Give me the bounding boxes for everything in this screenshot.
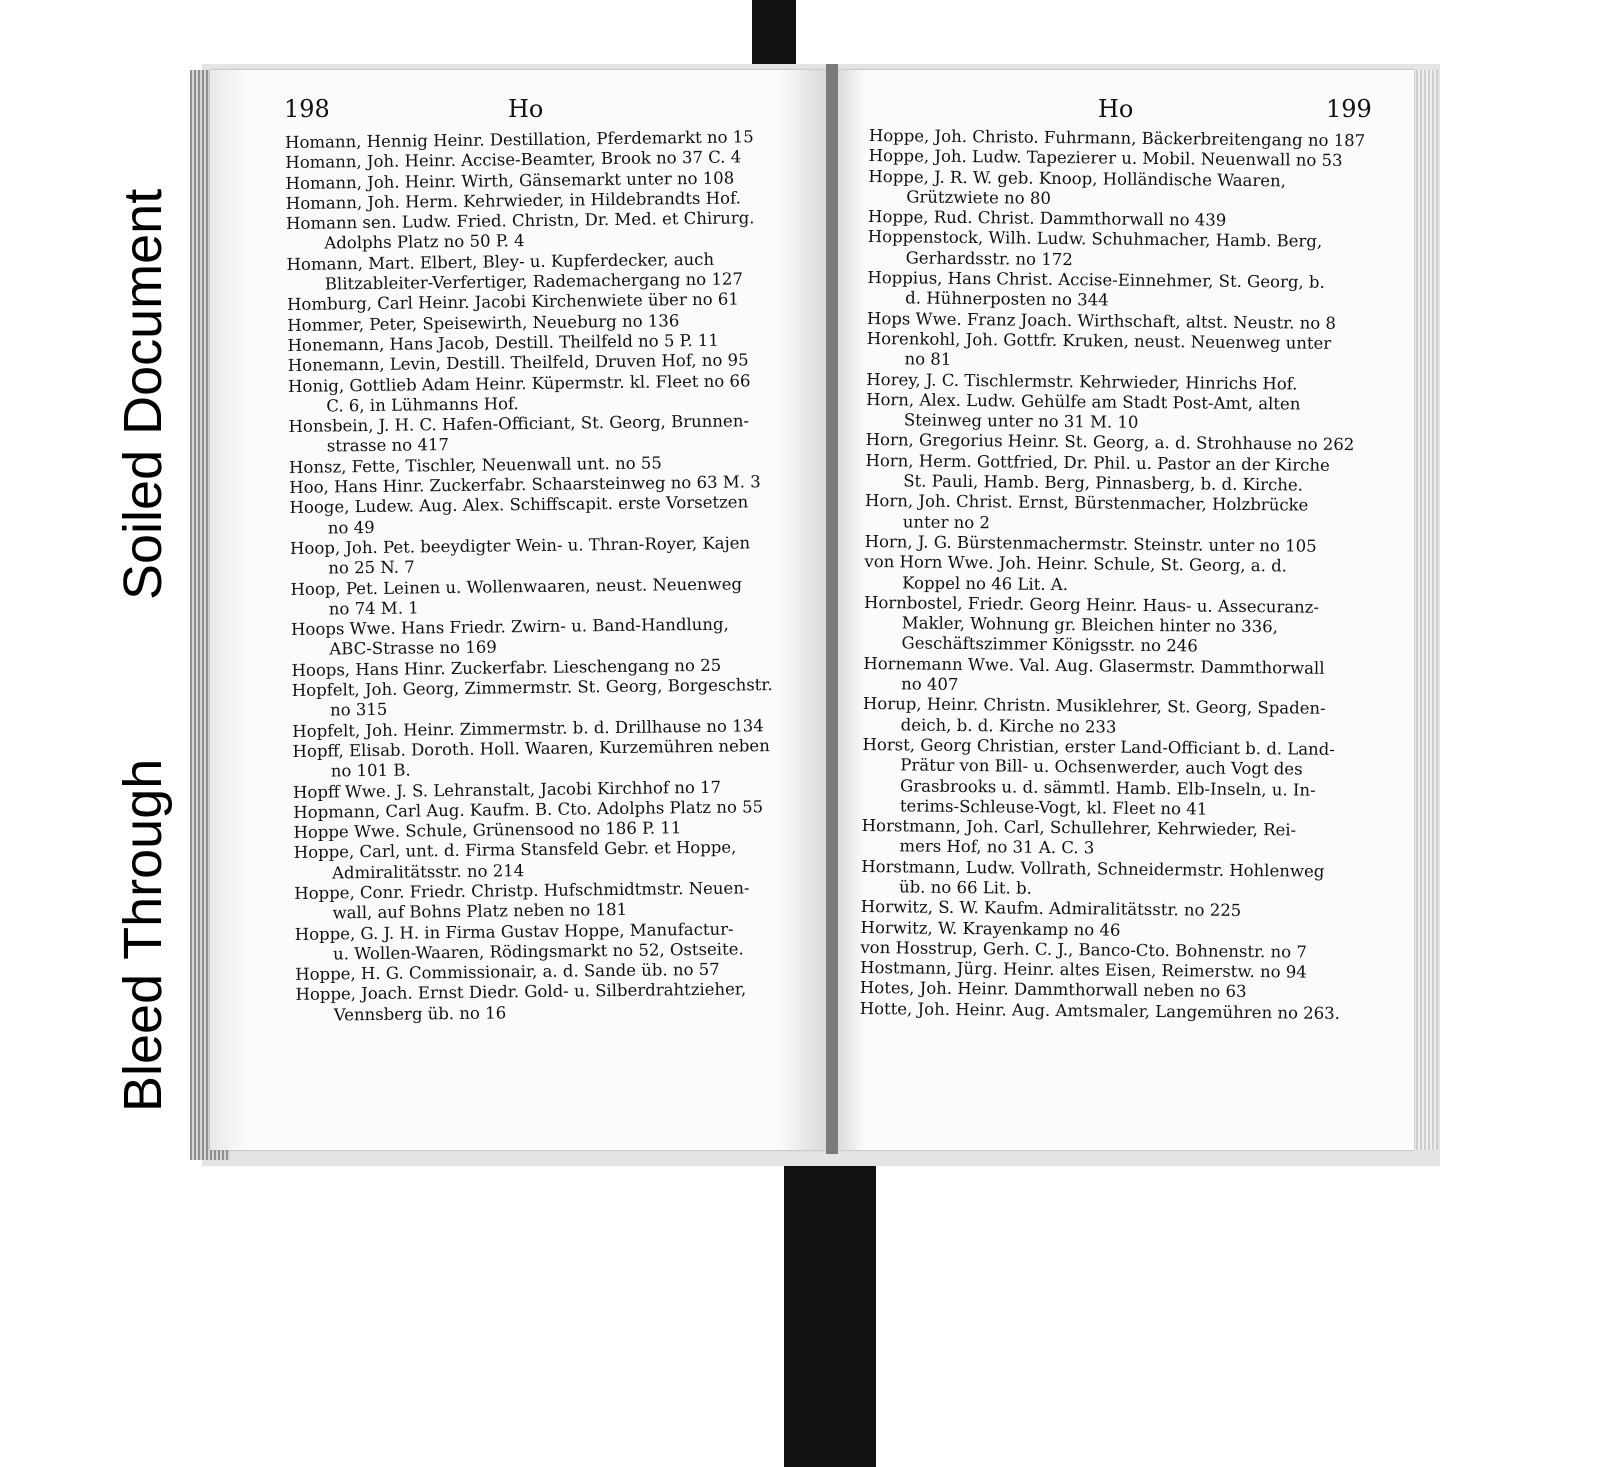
entry-continuation-line: no 25 N. 7 — [328, 557, 415, 578]
entry-line: Hoop, Joh. Pet. beeydigter Wein- u. Thran-Royer, Kajen — [289, 533, 751, 558]
entry-line: Horst, Georg Christian, erster Land-Officiant b. d. Land- — [862, 734, 1335, 759]
entry-continuation-line: C. 6, in Lühmanns Hof. — [326, 394, 519, 416]
entry-continuation-line: d. Hühnerposten no 344 — [905, 288, 1109, 310]
entry-line: Honsz, Fette, Tischler, Neuenwall unt. no 55 — [288, 453, 662, 477]
entry-line: Hoppe, Joh. Christo. Fuhrmann, Bäckerbreitengang no 187 — [868, 126, 1366, 151]
entry-line: Horstmann, Joh. Carl, Schullehrer, Kehrwieder, Rei- — [861, 816, 1297, 840]
entry-line: Hopmann, Carl Aug. Kaufm. B. Cto. Adolphs Platz no 55 — [293, 797, 764, 822]
entry-line: Hotte, Joh. Heinr. Aug. Amtsmaler, Langemühren no 263. — [859, 998, 1341, 1023]
watermark-soiled-document: Soiled Document — [113, 188, 173, 600]
entry-line: Hoppe, Joach. Ernst Diedr. Gold- u. Silberdrahtzieher, — [295, 979, 747, 1005]
entry-line: von Horn Wwe. Joh. Heinr. Schule, St. Georg, a. d. — [864, 552, 1288, 576]
left-entries-list — [285, 127, 816, 1026]
entry-continuation-line: unter no 2 — [902, 512, 991, 532]
directory-entry — [288, 411, 808, 458]
entry-continuation-line: strasse no 417 — [326, 435, 450, 456]
entry-line: Honemann, Hans Jacob, Destill. Theilfeld no 5 P. 11 — [287, 330, 719, 355]
directory-entry — [867, 268, 1379, 314]
entry-continuation-line: Makler, Wohnung gr. Bleichen hinter no 336, — [901, 613, 1278, 637]
entry-continuation-line: Adolphs Platz no 50 P. 4 — [324, 231, 525, 254]
entry-line: Honemann, Levin, Destill. Theilfeld, Druven Hof, no 95 — [287, 350, 749, 376]
entry-line: Hoo, Hans Hinr. Zuckerfabr. Schaarsteinweg no 63 M. 3 — [289, 472, 761, 498]
directory-entry — [294, 878, 814, 925]
entry-continuation-line: no 101 B. — [330, 760, 411, 781]
directory-entry — [862, 735, 1375, 822]
entry-line: Honsbein, J. H. C. Hafen-Officiant, St. Georg, Brunnen- — [288, 411, 750, 437]
directory-entry — [866, 390, 1378, 436]
entry-line: Hoppe, Conr. Friedr. Christp. Hufschmidtmstr. Neuen- — [294, 878, 750, 903]
entry-line: Horwitz, S. W. Kaufm. Admiralitätsstr. no 225 — [860, 897, 1242, 921]
entry-line: Hoops, Hans Hinr. Zuckerfabr. Lieschengang no 25 — [291, 655, 722, 680]
entry-continuation-line: mers Hof, no 31 A. C. 3 — [899, 836, 1095, 858]
directory-entry — [861, 857, 1373, 903]
entry-continuation-line: Steinweg unter no 31 M. 10 — [903, 410, 1139, 432]
entry-line: Homann sen. Ludw. Fried. Christn, Dr. Med. et Chirurg. — [285, 208, 755, 234]
entry-continuation-line: Vennsberg üb. no 16 — [333, 1003, 507, 1025]
directory-entry — [286, 208, 806, 255]
entry-line: Hommer, Peter, Speisewirth, Neueburg no 136 — [287, 310, 680, 335]
left-page-number: 198 — [284, 95, 330, 123]
directory-entry — [868, 167, 1380, 213]
entry-line: Homann, Mart. Elbert, Bley- u. Kupferdecker, auch — [286, 249, 715, 274]
watermark-bleed-through: Bleed Through — [113, 758, 173, 1112]
entry-line: Hoops Wwe. Hans Friedr. Zwirn- u. Band-Handlung, — [290, 614, 729, 640]
entry-line: Hopfelt, Joh. Georg, Zimmermstr. St. Georg, Borgeschstr. — [291, 675, 773, 700]
entry-continuation-line: wall, auf Bohns Platz neben no 181 — [332, 900, 628, 923]
entry-line: Hopff, Elisab. Doroth. Holl. Waaren, Kurzemühren neben — [292, 736, 770, 761]
right-entries-list — [860, 126, 1381, 1024]
directory-entry — [286, 248, 806, 295]
directory-entry — [288, 370, 808, 417]
entry-continuation-line: Grasbrooks u. d. sämmtl. Hamb. Elb-Inseln, u. In- — [899, 775, 1316, 800]
entry-continuation-line: deich, b. d. Kirche no 233 — [900, 714, 1117, 737]
directory-entry — [863, 694, 1375, 740]
entry-continuation-line: Grützwiete no 80 — [906, 187, 1051, 208]
entry-line: Horn, Gregorius Heinr. St. Georg, a. d. Strohhause no 262 — [865, 430, 1355, 455]
entry-line: Hornemann Wwe. Val. Aug. Glasermstr. Dammthorwall — [863, 653, 1325, 678]
entry-line: Horn, Joh. Christ. Ernst, Bürstenmacher, Holzbrücke — [864, 491, 1309, 515]
book-gutter — [826, 64, 838, 1154]
entry-line: Hoppe, H. G. Commissionair, a. d. Sande üb. no 57 — [295, 959, 720, 985]
entry-line: Hotes, Joh. Heinr. Dammthorwall neben no 63 — [859, 978, 1247, 1002]
entry-line: Homann, Joh. Heinr. Wirth, Gänsemarkt unter no 108 — [285, 168, 735, 193]
entry-line: Hops Wwe. Franz Joach. Wirthschaft, altst. Neustr. no 8 — [866, 308, 1337, 333]
entry-line: Hoppe, J. R. W. geb. Knoop, Holländische Waaren, — [868, 166, 1287, 190]
entry-continuation-line: üb. no 66 Lit. b. — [898, 877, 1033, 898]
entry-continuation-line: no 49 — [327, 517, 375, 538]
directory-entry — [290, 533, 810, 580]
entry-continuation-line: Gerhardsstr. no 172 — [905, 248, 1073, 269]
right-page-number: 199 — [1326, 95, 1372, 123]
directory-entry — [863, 593, 1376, 659]
entry-line: Horn, Herm. Gottfried, Dr. Phil. u. Pastor an der Kirche — [865, 450, 1330, 475]
entry-line: Horstmann, Ludw. Vollrath, Schneidermstr. Hohlenweg — [861, 856, 1325, 881]
entry-continuation-line: Geschäftszimmer Königsstr. no 246 — [901, 633, 1198, 656]
entry-line: Homburg, Carl Heinr. Jacobi Kirchenwiete über no 61 — [286, 289, 739, 315]
entry-continuation-line: no 407 — [901, 674, 959, 694]
entry-continuation-line: ABC-Strasse no 169 — [329, 637, 497, 659]
entry-line: Hostmann, Jürg. Heinr. altes Eisen, Reimerstw. no 94 — [860, 958, 1307, 982]
entry-continuation-line: St. Pauli, Hamb. Berg, Pinnasberg, b. d. Kirche. — [903, 471, 1304, 495]
directory-entry — [295, 979, 815, 1026]
entry-line: Hornbostel, Friedr. Georg Heinr. Haus- u. Assecuranz- — [863, 592, 1320, 617]
entry-continuation-line: no 74 M. 1 — [328, 598, 419, 619]
binding-strip-bottom — [784, 1150, 876, 1467]
entry-line: Hopfelt, Joh. Heinr. Zimmermstr. b. d. Drillhause no 134 — [292, 715, 764, 741]
entry-continuation-line: Koppel no 46 Lit. A. — [902, 572, 1069, 594]
entry-continuation-line: terims-Schleuse-Vogt, kl. Fleet no 41 — [899, 796, 1208, 819]
entry-line: Horup, Heinr. Christn. Musiklehrer, St. Georg, Spaden- — [862, 694, 1326, 719]
entry-continuation-line: Admiralitätsstr. no 214 — [331, 860, 525, 883]
page-edges-right — [1412, 70, 1438, 1150]
directory-entry — [292, 736, 812, 783]
entry-line: Hoppe, Carl, unt. d. Firma Stansfeld Gebr. et Hoppe, — [293, 837, 737, 863]
entry-line: Hoppius, Hans Christ. Accise-Einnehmer, St. Georg, b. — [867, 268, 1325, 292]
directory-entry — [866, 329, 1378, 375]
entry-line: Hopff Wwe. J. S. Lehranstalt, Jacobi Kirchhof no 17 — [292, 777, 722, 802]
left-headword: Ho — [508, 95, 544, 123]
entry-line: Hoppenstock, Wilh. Ludw. Schuhmacher, Hamb. Berg, — [867, 227, 1323, 252]
entry-line: Horn, Alex. Ludw. Gehülfe am Stadt Post-Amt, alten — [866, 389, 1301, 414]
entry-line: Horn, J. G. Bürstenmachermstr. Steinstr. unter no 105 — [864, 531, 1317, 556]
directory-entry — [289, 492, 809, 539]
entry-line: Hoppe, Rud. Christ. Dammthorwall no 439 — [867, 207, 1227, 230]
entry-continuation-line: no 315 — [329, 700, 388, 720]
directory-entry — [290, 573, 810, 620]
entry-continuation-line: u. Wollen-Waaren, Rödingsmarkt no 52, Ostseite. — [332, 939, 744, 964]
entry-line: Horey, J. C. Tischlermstr. Kehrwieder, Hinrichs Hof. — [866, 369, 1298, 394]
entry-line: Homann, Joh. Heinr. Accise-Beamter, Brook no 37 C. 4 — [285, 147, 742, 173]
directory-entry — [294, 837, 814, 884]
directory-entry — [291, 614, 811, 661]
directory-entry — [865, 451, 1377, 497]
directory-entry — [861, 816, 1373, 862]
directory-entry — [865, 491, 1377, 537]
entry-line: Hoop, Pet. Leinen u. Wollenwaaren, neust. Neuenweg — [290, 573, 743, 599]
entry-continuation-line: no 81 — [904, 349, 952, 370]
right-headword: Ho — [1098, 95, 1134, 123]
directory-entry — [292, 675, 812, 722]
entry-line: Homann, Joh. Herm. Kehrwieder, in Hildebrandts Hof. — [285, 188, 741, 213]
entry-line: Hooge, Ludew. Aug. Alex. Schiffscapit. erste Vorsetzen — [289, 492, 749, 518]
binding-strip-top — [752, 0, 796, 72]
entry-line: Homann, Hennig Heinr. Destillation, Pferdemarkt no 15 — [285, 127, 754, 152]
directory-entry — [868, 227, 1380, 273]
entry-line: Honig, Gottlieb Adam Heinr. Küpermstr. kl. Fleet no 66 — [287, 370, 751, 396]
entry-line: Hoppe Wwe. Schule, Grünensood no 186 P. 11 — [293, 818, 682, 843]
entry-line: von Hosstrup, Gerh. C. J., Banco-Cto. Bohnenstr. no 7 — [860, 937, 1308, 962]
entry-line: Hoppe, G. J. H. in Firma Gustav Hoppe, Manufactur- — [294, 919, 734, 944]
entry-line: Hoppe, Joh. Ludw. Tapezierer u. Mobil. Neuenwall no 53 — [868, 146, 1343, 171]
directory-entry — [864, 552, 1376, 598]
directory-entry — [295, 918, 815, 965]
entry-continuation-line: Blitzableiter-Verfertiger, Rademachergang no 127 — [324, 269, 744, 294]
entry-continuation-line: Prätur von Bill- u. Ochsenwerder, auch Vogt des — [900, 755, 1303, 779]
directory-entry — [863, 654, 1375, 700]
entry-line: Horenkohl, Joh. Gottfr. Kruken, neust. Neuenweg unter — [866, 328, 1332, 353]
entry-line: Horwitz, W. Krayenkamp no 46 — [860, 917, 1121, 940]
